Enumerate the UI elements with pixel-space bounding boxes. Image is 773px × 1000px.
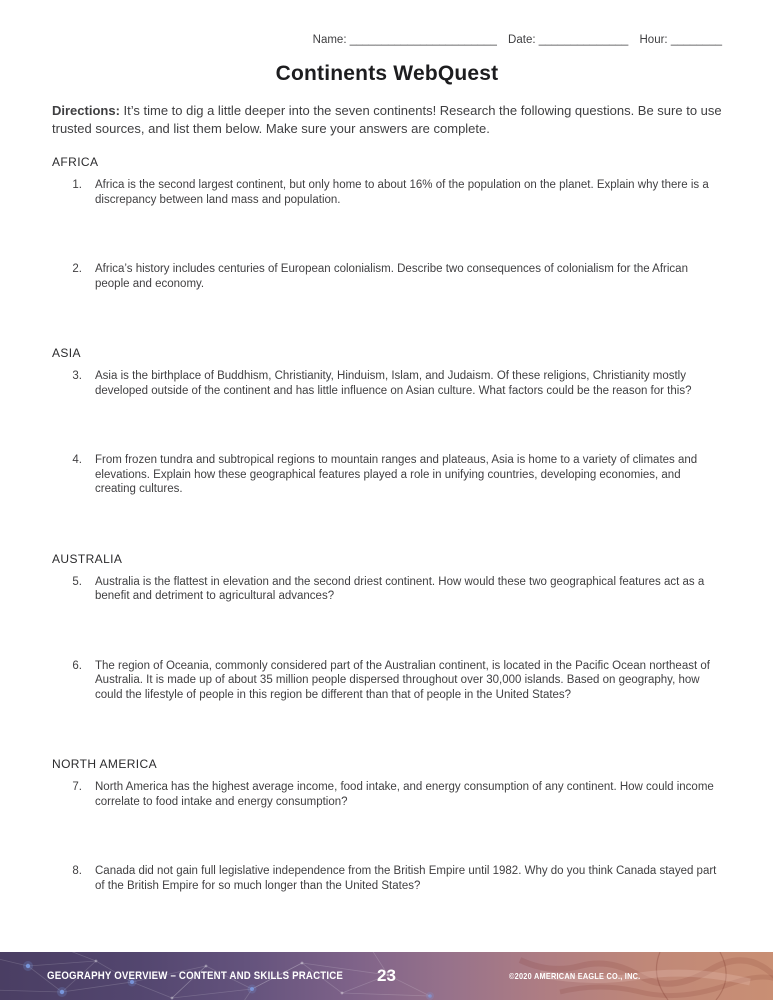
name-blank-line: _______________________ <box>349 34 497 46</box>
question-text: Asia is the birthplace of Buddhism, Christianity, Hinduism, Islam, and Judaism. Of these religions, Christianity mostly developed outside of the continent and has little influence on Asian culture. What factors could be the reason for this? <box>95 370 692 397</box>
question-text: Africa is the second largest continent, but only home to about 16% of the population on the planet. Explain why there is a discrepancy between land mass and population. <box>95 179 709 206</box>
question-text: North America has the highest average income, food intake, and energy consumption of any continent. How could income correlate to food intake and energy consumption? <box>95 781 714 808</box>
section-africa <box>52 155 722 291</box>
question-row <box>52 369 722 398</box>
question-text: From frozen tundra and subtropical regions to mountain ranges and plateaus, Asia is home to a variety of climates and elevations. Explain how these geographical features played a role in unifying countries, developing economies, and creating cultures. <box>95 454 698 495</box>
directions-label: Directions: <box>52 103 120 118</box>
section-heading-north-america: NORTH AMERICA <box>52 757 157 771</box>
question-number: 1. <box>72 179 82 191</box>
date-label: Date: <box>508 34 536 46</box>
question-number: 8. <box>72 865 82 877</box>
date-field <box>508 34 628 46</box>
question-text: The region of Oceania, commonly considered part of the Australian continent, is located in the Pacific Ocean northeast of Australia. It is made up of about 35 million people dispersed throughout over 30,000 islands. Based on geography, how could the lifestyle of people in this region be different than that of people in the United States? <box>95 659 710 701</box>
question-row <box>52 780 722 809</box>
question-text: Australia is the flattest in elevation and the second driest continent. How would these two geographical features act as a benefit and detriment to agricultural advances? <box>95 575 705 602</box>
question-row <box>52 575 722 604</box>
question-number: 2. <box>72 263 82 275</box>
section-asia <box>52 346 722 497</box>
question-row <box>52 864 722 893</box>
footer-series-title: GEOGRAPHY OVERVIEW – CONTENT AND SKILLS PRACTICE <box>47 970 344 982</box>
hour-label: Hour: <box>639 34 668 46</box>
question-text: Africa’s history includes centuries of European colonialism. Describe two consequences of colonialism for the African people and economy. <box>95 263 688 290</box>
date-blank-line: ______________ <box>538 34 629 46</box>
directions-text: It’s time to dig a little deeper into the seven continents! Research the following questions. Be sure to use trusted sources, and list them below. Make sure your answers are complete. <box>52 103 722 136</box>
name-field <box>313 34 497 46</box>
footer-bar <box>0 952 773 1000</box>
question-row <box>52 262 722 291</box>
section-heading-australia: AUSTRALIA <box>52 551 123 566</box>
hour-blank-line: ________ <box>670 34 722 46</box>
footer-page-number: 23 <box>377 966 396 985</box>
question-number: 6. <box>72 659 82 672</box>
question-number: 5. <box>72 575 82 588</box>
name-label: Name: <box>312 34 347 46</box>
section-north-america <box>52 757 722 893</box>
question-row <box>52 659 722 703</box>
footer-copyright: ©2020 AMERICAN EAGLE CO., INC. <box>509 971 641 981</box>
question-number: 7. <box>72 781 82 793</box>
section-heading-asia: ASIA <box>52 346 81 360</box>
question-number: 3. <box>72 370 82 382</box>
question-row <box>52 178 722 207</box>
question-number: 4. <box>72 454 82 466</box>
question-row <box>52 453 722 497</box>
directions <box>52 102 722 137</box>
hour-field <box>640 34 723 46</box>
header-fields <box>52 33 722 47</box>
section-australia <box>52 552 722 703</box>
section-heading-africa: AFRICA <box>52 155 99 169</box>
question-text: Canada did not gain full legislative independence from the British Empire until 1982. Why do you think Canada stayed part of the British Empire for so much longer than the United States? <box>95 865 717 892</box>
page-title: Continents WebQuest <box>275 62 499 85</box>
